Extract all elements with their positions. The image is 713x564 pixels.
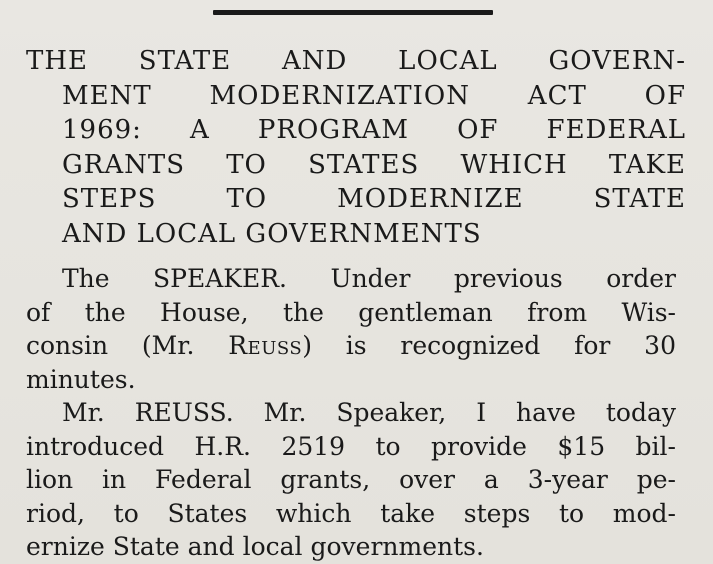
body-line: minutes. <box>26 364 136 394</box>
section-divider-rule <box>213 10 493 15</box>
body-line: introduced H.R. 2519 to provide $15 bil- <box>26 431 676 461</box>
body-line: of the House, the gentleman from Wis- <box>26 297 676 327</box>
article-headline <box>26 44 686 251</box>
headline-line: THE STATE AND LOCAL GOVERN- <box>26 46 686 76</box>
article-body <box>26 262 676 564</box>
headline-line: AND LOCAL GOVERNMENTS <box>62 218 482 249</box>
speaker-paragraph <box>26 262 676 396</box>
body-line: Mr. REUSS. Mr. Speaker, I have today <box>62 398 676 427</box>
headline-line: STEPS TO MODERNIZE STATE <box>62 184 686 214</box>
headline-line: 1969: A PROGRAM OF FEDERAL <box>62 115 686 145</box>
body-line: ernize State and local governments. <box>26 532 484 561</box>
body-line: riod, to States which take steps to mod- <box>26 498 676 528</box>
reuss-paragraph <box>26 396 676 564</box>
body-line: lion in Federal grants, over a 3-year pe- <box>26 465 676 494</box>
body-line: The SPEAKER. Under previous order <box>62 264 676 293</box>
headline-line: GRANTS TO STATES WHICH TAKE <box>62 149 686 180</box>
body-text-segment: ) is recognized for 30 <box>302 331 676 360</box>
body-line <box>26 329 676 363</box>
body-text-segment: consin (Mr. <box>26 331 195 360</box>
headline-line: MENT MODERNIZATION ACT OF <box>62 80 686 111</box>
member-name: Reuss <box>228 331 303 360</box>
